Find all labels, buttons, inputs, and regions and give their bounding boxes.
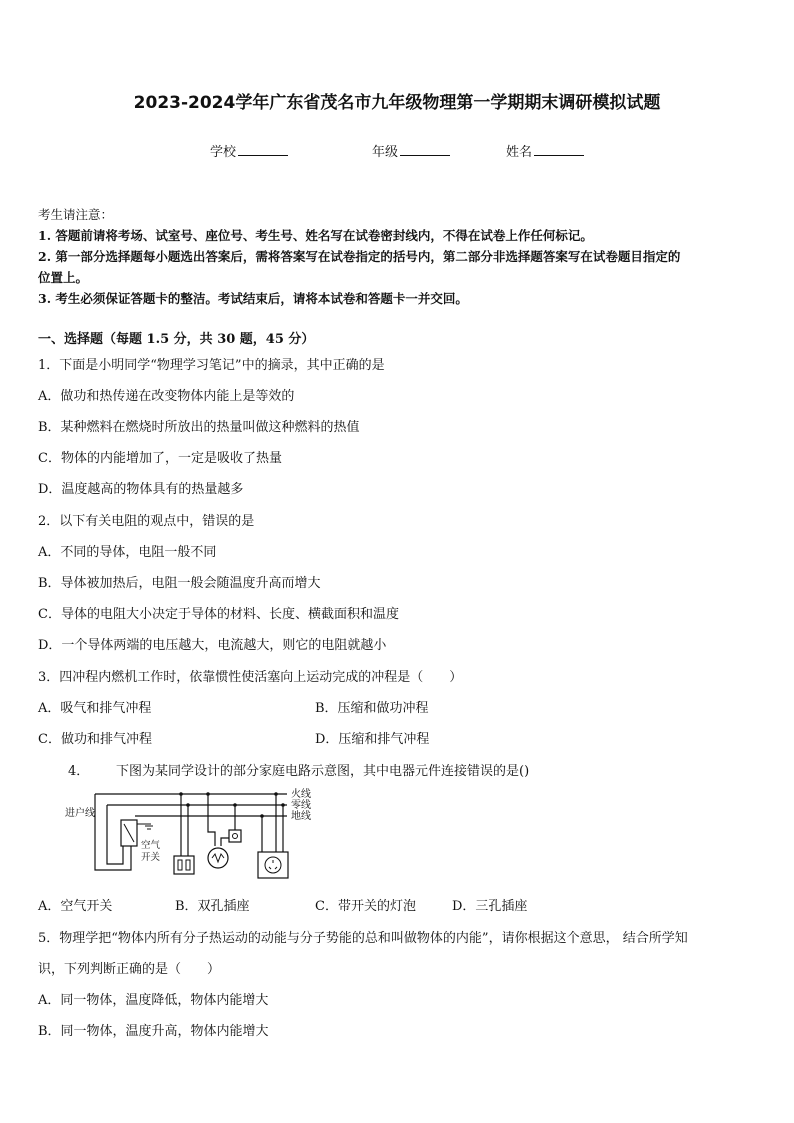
q3-option-b: B．压缩和做功冲程 [315, 701, 429, 716]
grade-field [372, 141, 450, 160]
ground-wire-label: 地线 [291, 811, 311, 822]
entry-line-label: 进户线 [65, 808, 95, 819]
grade-blank [400, 144, 450, 156]
q1-option-c: C．物体的内能增加了，一定是吸收了热量 [38, 451, 282, 466]
school-label: 学校 [210, 145, 237, 160]
live-wire-label: 火线 [291, 789, 311, 800]
school-field [210, 141, 288, 160]
school-blank [238, 144, 288, 156]
q2-option-b: B．导体被加热后，电阻一般会随温度升高而增大 [38, 576, 321, 591]
neutral-wire-label: 零线 [291, 800, 311, 811]
q1-stem: 1．下面是小明同学“物理学习笔记”中的摘录，其中正确的是 [38, 358, 385, 373]
q2-option-d: D．一个导体两端的电压越大，电流越大，则它的电阻就越小 [38, 638, 387, 653]
two-hole-socket [174, 856, 194, 874]
q3-stem: 3．四冲程内燃机工作时，依靠惯性使活塞向上运动完成的冲程是（ ） [38, 670, 463, 685]
q4-number: 4． [68, 764, 90, 779]
q1-option-b: B．某种燃料在燃烧时所放出的热量叫做这种燃料的热值 [38, 420, 360, 435]
note-1: 1. 答题前请将考场、试室号、座位号、考生号、姓名写在试卷密封线内，不得在试卷上作任何标记。 [38, 228, 593, 243]
air-switch-label-2: 开关 [141, 852, 161, 863]
q5-option-a: A．同一物体，温度降低，物体内能增大 [38, 993, 269, 1008]
q5-option-b: B．同一物体，温度升高，物体内能增大 [38, 1024, 269, 1039]
q4-option-b: B．双孔插座 [175, 899, 250, 914]
q2-option-c: C．导体的电阻大小决定于导体的材料、长度、横截面积和温度 [38, 607, 399, 622]
q3-option-a: A．吸气和排气冲程 [38, 701, 152, 716]
name-label: 姓名 [506, 145, 533, 160]
name-field [506, 141, 584, 160]
exam-notes [38, 204, 760, 309]
q1-option-d: D．温度越高的物体具有的热量越多 [38, 482, 244, 497]
page-title: 2023-2024学年广东省茂名市九年级物理第一学期期末调研模拟试题 [133, 93, 661, 113]
q3-option-c: C．做功和排气冲程 [38, 732, 152, 747]
three-hole-socket [258, 852, 288, 878]
section-heading: 一、选择题（每题 1.5 分，共 30 题，45 分） [38, 332, 315, 347]
note-2b: 位置上。 [38, 270, 89, 285]
light-switch [229, 830, 241, 842]
name-blank [534, 144, 584, 156]
note-2a: 2. 第一部分选择题每小题选出答案后，需将答案写在试卷指定的括号内，第二部分非选择题答案写在试卷题目指定的 [38, 249, 681, 264]
q4-stem: 下图为某同学设计的部分家庭电路示意图，其中电器元件连接错误的是() [116, 764, 530, 779]
bulb-lead [208, 794, 215, 846]
q4-option-a: A．空气开关 [38, 899, 113, 914]
q5-stem-line-2: 识，下列判断正确的是（ ） [38, 962, 221, 977]
q4-option-c: C．带开关的灯泡 [315, 899, 416, 914]
air-switch-label-1: 空气 [141, 840, 161, 851]
q2-option-a: A．不同的导体，电阻一般不同 [38, 545, 217, 560]
q4-option-d: D．三孔插座 [452, 899, 528, 914]
household-circuit-diagram [55, 784, 355, 884]
q1-option-a: A．做功和热传递在改变物体内能上是等效的 [38, 389, 295, 404]
q2-stem: 2．以下有关电阻的观点中，错误的是 [38, 514, 255, 529]
q5-stem-line-1: 5．物理学把“物体内所有分子热运动的动能与分子势能的总和叫做物体的内能”，请你根据这个意思， 结合所学知 [38, 931, 688, 946]
q3-option-d: D．压缩和排气冲程 [315, 732, 430, 747]
light-bulb [208, 848, 228, 868]
grade-label: 年级 [372, 145, 399, 160]
note-3: 3. 考生必须保证答题卡的整洁。考试结束后，请将本试卷和答题卡一并交回。 [38, 291, 468, 306]
notes-heading: 考生请注意： [38, 207, 114, 222]
